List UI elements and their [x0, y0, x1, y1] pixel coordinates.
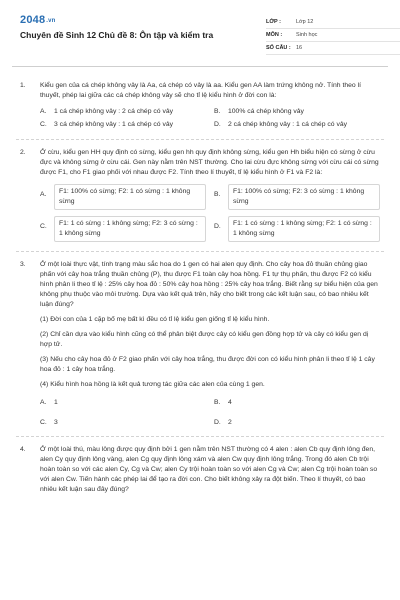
option-label: B.	[214, 399, 221, 406]
option-label: A.	[40, 399, 47, 406]
answer-options	[40, 184, 380, 245]
question-number: 1.	[20, 82, 26, 89]
meta-key: LỚP :	[266, 19, 281, 25]
statement-1: (1) Đời con của 1 cặp bố mẹ bất kì đều có tỉ lệ kiểu gen giống tỉ lệ kiểu hình.	[40, 316, 270, 323]
meta-value: Sinh học	[296, 32, 318, 38]
meta-row-class	[266, 16, 400, 29]
divider	[16, 436, 384, 437]
option-c[interactable]	[40, 120, 206, 130]
option-label: D.	[214, 121, 221, 128]
question-3	[12, 260, 388, 428]
meta-row-subject	[266, 29, 400, 42]
question-4	[12, 445, 388, 495]
option-text: 100% cá chép không vảy	[228, 108, 304, 115]
question-number: 2.	[20, 149, 26, 156]
brand-main: 2048	[20, 14, 46, 26]
option-text: 2	[228, 419, 232, 426]
option-a[interactable]	[40, 398, 206, 408]
option-label: B.	[214, 108, 221, 115]
option-label: B.	[214, 191, 221, 198]
document-title: Chuyên đề Sinh 12 Chủ đề 8: Ôn tập và kiểm tra	[20, 30, 214, 40]
option-a[interactable]	[40, 107, 206, 117]
answer-options	[40, 107, 380, 130]
divider	[16, 139, 384, 140]
option-label: A.	[40, 191, 47, 198]
option-text: 1 cá chép không vảy : 2 cá chép có vảy	[54, 108, 174, 115]
option-label: A.	[40, 108, 47, 115]
option-text: F1: 1 có sừng : 1 không sừng; F2: 1 có sừng : 1 không sừng	[228, 216, 380, 242]
option-c[interactable]	[40, 418, 206, 428]
option-label: C.	[40, 121, 47, 128]
statement-2: (2) Chỉ cần dựa vào kiểu hình cũng có thể phân biệt được cây có kiểu gen đồng hợp tử và cây có kiểu gen dị hợp tử.	[40, 331, 369, 348]
option-b[interactable]	[214, 398, 380, 408]
meta-table	[266, 16, 400, 55]
question-stem: Ở một loài thực vật, tính trạng màu sắc hoa do 1 gen có hai alen quy định. Cho cây hoa đỏ thuần chủng giao phấn với cây hoa trắng thuần chủng (P), thu được F1 toàn cây hoa hồng. F1 tự thụ phấn, thu được F2 có kiểu hình phân li theo tỉ lệ : 25% cây hoa đỏ : 50% cây hoa hồng : 25% cây hoa trắng. Biết rằng sự biểu hiện của gen không phụ thuộc vào môi trường. Dựa vào kết quả trên, hãy cho biết trong các kết luận sau, có bao nhiêu kết luận đúng?	[40, 261, 378, 308]
option-text: 3	[54, 419, 58, 426]
answer-options	[40, 398, 380, 428]
option-label: C.	[40, 223, 47, 230]
question-stem: Ở cừu, kiểu gen HH quy định có sừng, kiểu gen hh quy định không sừng, kiểu gen Hh biểu hiện có sừng ở cừu đực và không sừng ở cừu cái. Gen này nằm trên NST thường. Cho lai cừu đực không sừng với cừu cái có sừng được F1, cho F1 giao phối với nhau được F2. Tính theo lí thuyết, tỉ lệ kiểu hình ở F1 và F2 là:	[40, 149, 379, 176]
option-a[interactable]	[40, 184, 206, 213]
page-header	[12, 0, 388, 67]
brand-logo[interactable]	[20, 14, 56, 26]
brand-suffix: .vn	[46, 18, 56, 24]
option-label: D.	[214, 223, 221, 230]
question-1	[12, 81, 388, 130]
option-text: F1: 1 có sừng : 1 không sừng; F2: 3 có sừng : 1 không sừng	[54, 216, 206, 242]
option-label: D.	[214, 419, 221, 426]
question-number: 4.	[20, 446, 26, 453]
meta-value: Lớp 12	[296, 19, 314, 25]
option-d[interactable]	[214, 120, 380, 130]
option-text: 3 cá chép không vảy : 1 cá chép có vảy	[54, 121, 174, 128]
meta-key: SỐ CÂU :	[266, 45, 291, 51]
option-text: F1: 100% có sừng; F2: 3 có sừng : 1 không sừng	[228, 184, 380, 210]
divider	[16, 251, 384, 252]
option-d[interactable]	[214, 418, 380, 428]
question-stem: Ở một loài thú, màu lông được quy định bởi 1 gen nằm trên NST thường có 4 alen : alen Cb quy định lông đen, alen Cy quy định lông vàng, alen Cg quy định lông xám và alen Cw quy định lông trắng. Trong đó alen Cb trội hoàn toàn so với các alen Cy, Cg và Cw; alen Cy trội hoàn toàn so với alen Cg và Cw; alen Cg trội hoàn toàn so với alen Cw. Tiến hành các phép lai để tạo ra đời con. Cho biết không xảy ra đột biến. Theo lí thuyết, có bao nhiêu kết luận sau đây đúng?	[40, 446, 378, 493]
option-text: 1	[54, 399, 58, 406]
question-number: 3.	[20, 261, 26, 268]
meta-key: MÔN :	[266, 32, 283, 38]
option-b[interactable]	[214, 184, 380, 213]
option-text: F1: 100% có sừng; F2: 1 có sừng : 1 không sừng	[54, 184, 206, 210]
option-text: 4	[228, 399, 232, 406]
statement-3: (3) Nếu cho cây hoa đỏ ở F2 giao phấn với cây hoa trắng, thu được đời con có kiểu hình phân li theo tỉ lệ 1 cây hoa đỏ : 1 cây hoa trắng.	[40, 356, 375, 373]
option-text: 2 cá chép không vảy : 1 cá chép có vảy	[228, 121, 348, 128]
question-2	[12, 148, 388, 245]
option-b[interactable]	[214, 107, 380, 117]
option-c[interactable]	[40, 216, 206, 245]
statement-4: (4) Kiểu hình hoa hồng là kết quả tương tác giữa các alen của cùng 1 gen.	[40, 381, 265, 388]
meta-row-question-count	[266, 42, 400, 55]
meta-value: 16	[296, 45, 303, 51]
question-stem: Kiểu gen của cá chép không vảy là Aa, cá chép có vảy là aa. Kiểu gen AA làm trứng không nở. Tính theo lí thuyết, phép lai giữa các cá chép không vảy sẽ cho tỉ lệ kiểu hình ở đời con là:	[40, 82, 361, 99]
option-label: C.	[40, 419, 47, 426]
option-d[interactable]	[214, 216, 380, 245]
